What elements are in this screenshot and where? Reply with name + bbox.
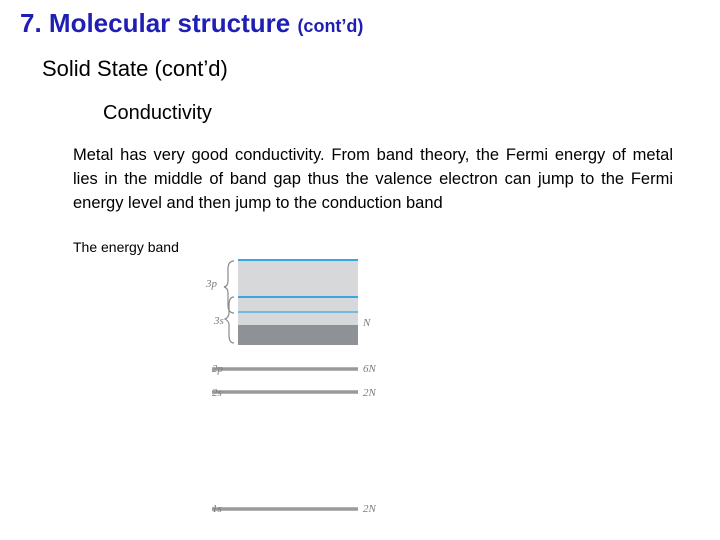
label-2p: 2p — [212, 363, 223, 375]
slide-title-suffix: (cont’d) — [297, 16, 364, 36]
count-1s: 2N — [363, 503, 376, 515]
count-2s: 2N — [363, 387, 376, 399]
label-2s: 2s — [212, 387, 222, 399]
label-3p: 3p — [206, 278, 217, 290]
slide-title — [20, 8, 363, 39]
label-1s: 1s — [212, 503, 222, 515]
figure-caption: The energy band — [73, 239, 179, 255]
count-3s: N — [363, 317, 371, 329]
energy-band-diagram — [200, 255, 400, 520]
brace-3s-icon — [225, 297, 234, 343]
slide-subtitle: Solid State (cont’d) — [42, 56, 228, 81]
count-2p: 6N — [363, 363, 376, 375]
section-heading: Conductivity — [103, 102, 212, 124]
body-paragraph: Metal has very good conductivity. From band theory, the Fermi energy of metal lies in the middle of band gap thus the valence electron can jump to the Fermi energy level and then jump to the conduction band — [73, 146, 673, 212]
filled-band-region — [238, 325, 358, 345]
label-3s: 3s — [214, 315, 224, 327]
slide-title-main: 7. Molecular structure — [20, 8, 291, 38]
conduction-band-region — [238, 260, 358, 325]
